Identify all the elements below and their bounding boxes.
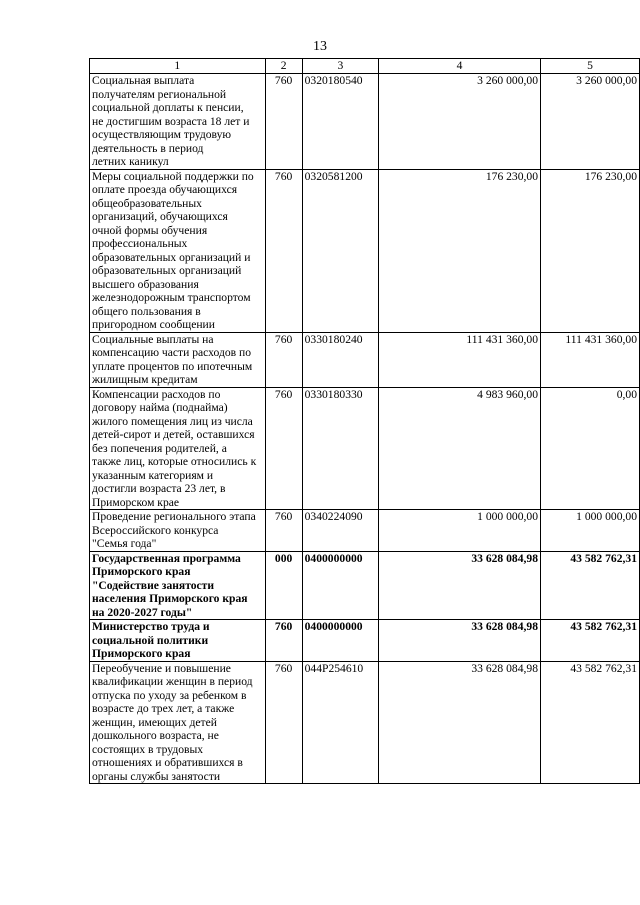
- row-target-code-cell: [302, 661, 379, 784]
- row-name-cell: [90, 332, 266, 387]
- row-amount-col4-text: 33 628 084,98: [471, 661, 539, 675]
- row-grbs-code-cell: [265, 661, 302, 784]
- row-name-text: Социальная выплата получателям региональной социальной доплаты к пенсии, не достигшим возраста 18 лет и осуществляющим трудовую деятельность в период летних каникул: [92, 74, 250, 168]
- row-amount-col5-cell: [541, 169, 640, 332]
- row-target-code-text: 044P254610: [304, 661, 364, 675]
- row-amount-col5-text: 43 582 762,31: [570, 661, 637, 675]
- row-target-code-cell: [302, 551, 379, 620]
- table-row: [90, 74, 640, 170]
- row-amount-col5-text: 176 230,00: [584, 169, 637, 183]
- row-target-code-text: 0320180540: [304, 74, 363, 87]
- row-amount-col4-cell: [379, 510, 541, 552]
- row-amount-col5-cell: [541, 661, 640, 784]
- row-name-cell: [90, 510, 266, 552]
- row-target-code-cell: [302, 510, 379, 552]
- row-amount-col4-cell: [379, 169, 541, 332]
- page-number: 13: [313, 39, 327, 54]
- budget-table: [89, 58, 640, 784]
- row-amount-col5-cell: [541, 620, 640, 662]
- row-name-text: Социальные выплаты на компенсацию части расходов по уплате процентов по ипотечным жилищным кредитам: [92, 332, 253, 386]
- row-amount-col4-text: 1 000 000,00: [477, 510, 539, 523]
- row-target-code-cell: [302, 387, 379, 510]
- table-header-row: [90, 59, 640, 74]
- row-amount-col5-text: 43 582 762,31: [570, 620, 637, 633]
- row-name-cell: [90, 551, 266, 620]
- row-target-code-text: 0400000000: [304, 620, 363, 633]
- row-grbs-code-cell: [265, 551, 302, 620]
- row-name-cell: [90, 169, 266, 332]
- row-grbs-code-text: 760: [274, 620, 293, 633]
- row-amount-col5-cell: [541, 387, 640, 510]
- row-grbs-code-cell: [265, 74, 302, 170]
- row-amount-col4-cell: [379, 332, 541, 387]
- column-header-3: 3: [302, 59, 379, 74]
- table-row: [90, 551, 640, 620]
- row-grbs-code-text: 760: [274, 510, 293, 523]
- row-amount-col5-text: 111 431 360,00: [565, 332, 637, 346]
- row-target-code-cell: [302, 169, 379, 332]
- column-header-5: 5: [541, 59, 640, 74]
- table-row: [90, 620, 640, 662]
- row-name-cell: [90, 387, 266, 510]
- row-amount-col4-cell: [379, 661, 541, 784]
- row-name-text: Компенсации расходов по договору найма (поднайма) жилого помещения лиц из числа детей-сирот и детей, оставшихся без попечения родителей, а также лиц, которые относились к указанным категориям и достигли возраста 23 лет, в Приморском крае: [92, 387, 257, 509]
- row-amount-col4-text: 111 431 360,00: [466, 332, 539, 346]
- row-amount-col4-text: 33 628 084,98: [471, 620, 539, 633]
- table-body: [90, 74, 640, 784]
- row-amount-col5-cell: [541, 551, 640, 620]
- row-grbs-code-text: 760: [274, 661, 293, 675]
- row-target-code-cell: [302, 332, 379, 387]
- row-grbs-code-cell: [265, 387, 302, 510]
- row-amount-col4-cell: [379, 551, 541, 620]
- row-amount-col5-cell: [541, 510, 640, 552]
- row-grbs-code-cell: [265, 620, 302, 662]
- row-grbs-code-cell: [265, 510, 302, 552]
- row-amount-col5-cell: [541, 74, 640, 170]
- row-amount-col4-cell: [379, 74, 541, 170]
- row-name-text: Переобучение и повышение квалификации женщин в период отпуска по уходу за ребенком в возрасте до трех лет, а также женщин, имеющих детей дошкольного возраста, не состоящих в трудовых отношениях и обратившихся в органы службы занятости: [92, 661, 253, 783]
- row-name-cell: [90, 620, 266, 662]
- row-target-code-text: 0330180330: [304, 387, 363, 401]
- row-name-text: Проведение регионального этапа Всероссийского конкурса "Семья года": [92, 510, 256, 550]
- row-amount-col4-cell: [379, 620, 541, 662]
- table-row: [90, 387, 640, 510]
- column-header-2: 2: [265, 59, 302, 74]
- row-amount-col5-text: 1 000 000,00: [576, 510, 637, 523]
- row-name-text: Государственная программа Приморского края "Содействие занятости населения Приморского края на 2020-2027 годы": [92, 551, 248, 619]
- row-target-code-cell: [302, 74, 379, 170]
- row-amount-col5-text: 3 260 000,00: [576, 74, 637, 87]
- row-target-code-text: 0320581200: [304, 169, 363, 183]
- row-amount-col5-text: 43 582 762,31: [570, 551, 637, 565]
- row-target-code-text: 0400000000: [304, 551, 363, 565]
- table-row: [90, 510, 640, 552]
- row-grbs-code-text: 760: [274, 169, 293, 183]
- table-row: [90, 169, 640, 332]
- row-target-code-text: 0340224090: [304, 510, 363, 523]
- row-target-code-text: 0330180240: [304, 332, 363, 346]
- row-name-text: Меры социальной поддержки по оплате проезда обучающихся общеобразовательных организаций, обучающихся очной формы обучения профессиональных образовательных организаций и образовательных организаций высшего образования железнодорожным транспортом общего пользования в пригородном сообщении: [92, 169, 254, 331]
- row-grbs-code-text: 760: [274, 74, 293, 87]
- row-name-text: Министерство труда и социальной политики Приморского края: [92, 620, 210, 660]
- row-name-cell: [90, 74, 266, 170]
- row-amount-col4-text: 33 628 084,98: [471, 551, 539, 565]
- row-amount-col4-text: 176 230,00: [485, 169, 539, 183]
- row-amount-col4-text: 3 260 000,00: [477, 74, 539, 87]
- row-amount-col5-cell: [541, 332, 640, 387]
- table-row: [90, 661, 640, 784]
- row-target-code-cell: [302, 620, 379, 662]
- row-grbs-code-text: 760: [274, 332, 293, 346]
- table-row: [90, 332, 640, 387]
- row-amount-col4-cell: [379, 387, 541, 510]
- row-amount-col4-text: 4 983 960,00: [477, 387, 539, 401]
- row-grbs-code-text: 000: [274, 551, 293, 565]
- row-amount-col5-text: 0,00: [616, 387, 637, 401]
- row-grbs-code-text: 760: [274, 387, 293, 401]
- column-header-1: 1: [90, 59, 266, 74]
- column-header-4: 4: [379, 59, 541, 74]
- row-name-cell: [90, 661, 266, 784]
- row-grbs-code-cell: [265, 169, 302, 332]
- row-grbs-code-cell: [265, 332, 302, 387]
